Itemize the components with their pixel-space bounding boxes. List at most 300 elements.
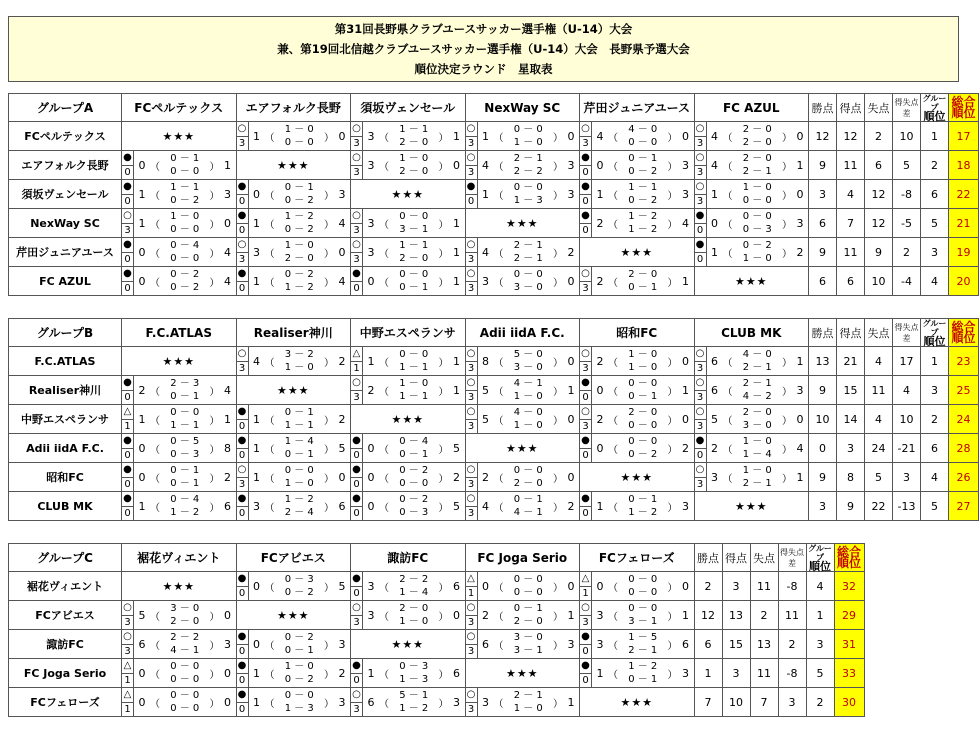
half-2-score: 0 － 2 <box>284 224 314 235</box>
score-against: 2 <box>682 441 689 455</box>
self-match: ★★★ <box>580 238 695 267</box>
paren-open: （ <box>608 219 618 231</box>
paren-close: ） <box>438 698 449 710</box>
match-result <box>580 347 695 376</box>
team-row <box>9 492 979 521</box>
half-1-score: 0 － 1 <box>513 603 543 614</box>
stat-gd: -5 <box>893 209 921 238</box>
stat-pts: 3 <box>809 492 837 521</box>
stat-pts: 10 <box>809 405 837 434</box>
paren-open: （ <box>264 502 275 514</box>
stat-gd: 5 <box>893 151 921 180</box>
score-for: 0 <box>138 470 146 484</box>
match-points: 0 <box>124 283 131 294</box>
half-1-score: 2 － 0 <box>628 269 658 280</box>
match-result <box>122 267 237 296</box>
half-2-score: 3 － 0 <box>742 420 772 431</box>
score-for: 1 <box>711 245 718 259</box>
rank-label-top: グループ <box>922 319 947 337</box>
match-result <box>694 405 809 434</box>
result-symbol: △ <box>122 405 133 420</box>
score-against: 4 <box>796 441 804 455</box>
result-symbol: ○ <box>695 151 706 166</box>
team-name: 裾花ヴィエント <box>9 572 122 601</box>
match-points: 0 <box>238 588 246 599</box>
paren-close: ） <box>667 132 678 144</box>
result-symbol: ○ <box>351 122 362 137</box>
match-result <box>580 659 695 688</box>
opponent-header: 芹田ジュニアユース <box>580 94 695 122</box>
score-for: 8 <box>482 354 489 368</box>
score-against: 0 <box>796 187 804 201</box>
rank-label-bottom: 順位 <box>809 560 831 573</box>
stat-header-ga: 失点 <box>865 94 893 122</box>
half-2-score: 1 － 4 <box>742 449 772 460</box>
match-points: 0 <box>353 283 360 294</box>
paren-open: （ <box>722 190 733 202</box>
match-points: 3 <box>696 167 704 178</box>
match-result <box>351 347 466 376</box>
half-1-score: 1 － 2 <box>628 211 658 222</box>
half-2-score: 4 － 2 <box>742 391 772 402</box>
half-1-score: 0 － 0 <box>513 124 543 135</box>
score-for: 2 <box>596 216 604 230</box>
score-for: 4 <box>253 354 260 368</box>
match-result <box>580 267 695 296</box>
result-symbol: ○ <box>351 601 362 616</box>
team-row <box>9 405 979 434</box>
paren-close: ） <box>667 386 678 398</box>
team-name: NexWay SC <box>9 209 122 238</box>
score-against: 2 <box>567 499 575 513</box>
result-symbol: ● <box>580 151 591 166</box>
overall-label-top: 総合 <box>951 94 976 109</box>
match-points: 3 <box>353 617 360 628</box>
match-points: 3 <box>696 479 704 490</box>
paren-close: ） <box>553 502 563 514</box>
paren-close: ） <box>209 248 220 260</box>
half-1-score: 1 － 2 <box>284 211 314 222</box>
half-2-score: 0 － 0 <box>628 420 658 431</box>
score-against: 3 <box>338 695 346 709</box>
paren-close: ） <box>438 386 449 398</box>
half-1-score: 0 － 0 <box>628 436 658 447</box>
result-symbol: △ <box>122 659 133 674</box>
score-for: 3 <box>367 245 375 259</box>
stat-pts: 13 <box>809 347 837 376</box>
stat-gd: 10 <box>893 122 921 151</box>
paren-open: （ <box>493 357 504 369</box>
match-result <box>465 267 580 296</box>
paren-open: （ <box>608 611 618 623</box>
result-symbol: ○ <box>237 463 248 478</box>
stat-header-overall <box>949 94 979 122</box>
result-symbol: ● <box>351 659 362 674</box>
result-symbol: ○ <box>466 122 477 137</box>
overall-rank: 28 <box>949 434 979 463</box>
paren-open: （ <box>608 582 618 594</box>
stat-gd: 3 <box>778 688 806 717</box>
match-result <box>465 180 580 209</box>
paren-close: ） <box>324 190 334 202</box>
stat-gd: 4 <box>893 376 921 405</box>
result-symbol: ○ <box>351 376 362 391</box>
match-result <box>236 572 351 601</box>
match-result <box>465 463 580 492</box>
stat-pts: 0 <box>809 434 837 463</box>
stat-gf: 15 <box>722 630 750 659</box>
match-result <box>694 347 809 376</box>
stat-gf: 13 <box>722 601 750 630</box>
score-for: 1 <box>253 216 260 230</box>
half-2-score: 2 － 0 <box>399 166 429 177</box>
match-result <box>351 122 466 151</box>
paren-close: ） <box>782 357 792 369</box>
score-against: 0 <box>567 412 575 426</box>
match-result <box>122 492 237 521</box>
paren-close: ） <box>209 190 220 202</box>
stat-header-overall <box>949 319 979 347</box>
team-name: F.C.ATLAS <box>9 347 122 376</box>
paren-close: ） <box>782 161 792 173</box>
half-1-score: 0 － 1 <box>628 153 658 164</box>
match-result <box>465 238 580 267</box>
half-1-score: 0 － 2 <box>284 632 314 643</box>
team-name: FCアビエス <box>9 601 122 630</box>
half-2-score: 1 － 2 <box>170 507 200 518</box>
paren-open: （ <box>493 698 504 710</box>
result-symbol: ● <box>122 434 133 449</box>
half-1-score: 2 － 1 <box>742 378 772 389</box>
half-1-score: 1 － 2 <box>284 494 314 505</box>
paren-close: ） <box>782 415 792 427</box>
stat-ga: 7 <box>750 688 778 717</box>
half-2-score: 0 － 2 <box>628 195 658 206</box>
paren-open: （ <box>608 161 618 173</box>
score-for: 0 <box>596 383 604 397</box>
title-line-2: 兼、第19回北信越クラブユースサッカー選手権（U-14）大会 長野県予選大会 <box>277 42 690 56</box>
half-2-score: 1 － 0 <box>742 253 772 264</box>
result-symbol: ● <box>122 180 133 195</box>
paren-open: （ <box>722 161 733 173</box>
overall-rank: 25 <box>949 376 979 405</box>
overall-rank: 21 <box>949 209 979 238</box>
stat-gf: 11 <box>837 151 865 180</box>
score-for: 3 <box>596 637 604 651</box>
match-points: 0 <box>124 392 131 403</box>
stat-gf: 11 <box>837 238 865 267</box>
stat-gd: -8 <box>778 659 806 688</box>
stat-gf: 4 <box>837 180 865 209</box>
stat-header-rank <box>921 94 949 122</box>
match-points: 3 <box>353 225 360 236</box>
score-for: 3 <box>367 579 375 593</box>
overall-rank: 33 <box>834 659 864 688</box>
paren-close: ） <box>782 473 792 485</box>
paren-open: （ <box>608 444 618 456</box>
score-for: 0 <box>138 695 146 709</box>
score-for: 1 <box>253 695 260 709</box>
paren-close: ） <box>438 582 449 594</box>
match-result <box>465 492 580 521</box>
half-2-score: 2 － 2 <box>513 166 543 177</box>
paren-close: ） <box>324 132 334 144</box>
paren-open: （ <box>608 669 618 681</box>
half-1-score: 2 － 1 <box>513 153 543 164</box>
match-points: 3 <box>353 704 360 715</box>
match-result <box>122 601 237 630</box>
paren-open: （ <box>150 415 160 427</box>
paren-open: （ <box>150 161 160 173</box>
match-points: 0 <box>353 588 360 599</box>
score-for: 2 <box>596 412 604 426</box>
match-points: 3 <box>124 646 131 657</box>
match-result <box>122 376 237 405</box>
paren-close: ） <box>438 611 449 623</box>
score-against: 4 <box>338 274 346 288</box>
score-for: 5 <box>711 412 718 426</box>
score-for: 1 <box>596 499 604 513</box>
result-symbol: ○ <box>580 405 591 420</box>
half-2-score: 1 － 0 <box>284 478 314 489</box>
score-against: 0 <box>682 129 689 143</box>
stat-gd: 2 <box>893 238 921 267</box>
score-against: 3 <box>338 637 346 651</box>
result-symbol: ● <box>122 238 133 253</box>
match-points: 3 <box>467 254 475 265</box>
score-against: 8 <box>224 441 231 455</box>
half-2-score: 0 － 2 <box>628 449 658 460</box>
result-symbol: ● <box>580 492 591 507</box>
group-label: グループB <box>9 319 122 347</box>
match-result <box>351 267 466 296</box>
half-2-score: 4 － 1 <box>513 507 543 518</box>
match-points: 1 <box>467 588 475 599</box>
title-line-1: 第31回長野県クラブユースサッカー選手権（U-14）大会 <box>334 22 633 36</box>
match-points: 3 <box>467 421 475 432</box>
score-against: 5 <box>338 441 346 455</box>
result-symbol: △ <box>580 572 591 587</box>
paren-close: ） <box>667 502 678 514</box>
half-2-score: 2 － 0 <box>170 616 200 627</box>
team-row <box>9 630 865 659</box>
rank-label-top: グループ <box>808 544 832 562</box>
score-for: 2 <box>711 441 718 455</box>
match-points: 1 <box>353 363 360 374</box>
match-points: 3 <box>696 363 704 374</box>
score-for: 3 <box>367 608 375 622</box>
paren-close: ） <box>324 582 334 594</box>
match-points: 3 <box>124 617 131 628</box>
paren-close: ） <box>553 357 563 369</box>
half-1-score: 0 － 3 <box>399 661 429 672</box>
match-points: 0 <box>124 479 131 490</box>
result-symbol: ○ <box>466 405 477 420</box>
match-points: 0 <box>467 196 475 207</box>
match-points: 3 <box>467 392 475 403</box>
paren-close: ） <box>209 669 220 681</box>
opponent-header: FC Joga Serio <box>465 544 580 572</box>
match-points: 3 <box>238 363 246 374</box>
result-symbol: ● <box>580 376 591 391</box>
stat-ga: 12 <box>865 180 893 209</box>
score-against: 3 <box>682 666 689 680</box>
overall-label-top: 総合 <box>951 319 976 334</box>
stat-ga: 11 <box>750 659 778 688</box>
result-symbol: ● <box>351 463 362 478</box>
match-result <box>694 209 809 238</box>
score-for: 4 <box>482 245 489 259</box>
half-2-score: 1 － 4 <box>399 587 429 598</box>
paren-close: ） <box>209 415 220 427</box>
half-2-score: 0 － 0 <box>170 253 200 264</box>
result-symbol: ○ <box>237 347 248 362</box>
half-1-score: 4 － 0 <box>742 349 772 360</box>
stat-header-rank <box>806 544 834 572</box>
score-against: 2 <box>453 470 460 484</box>
opponent-header: 中野エスペランサ <box>351 319 466 347</box>
match-result <box>465 376 580 405</box>
paren-open: （ <box>493 161 504 173</box>
half-2-score: 0 － 1 <box>628 282 658 293</box>
score-against: 1 <box>682 608 689 622</box>
team-name: エアフォルク長野 <box>9 151 122 180</box>
half-1-score: 0 － 1 <box>284 182 314 193</box>
match-result <box>465 601 580 630</box>
score-for: 0 <box>596 441 604 455</box>
overall-rank: 22 <box>949 180 979 209</box>
team-name: FC AZUL <box>9 267 122 296</box>
match-points: 0 <box>124 254 131 265</box>
paren-open: （ <box>264 357 275 369</box>
score-for: 3 <box>367 158 375 172</box>
group-label: グループC <box>9 544 122 572</box>
match-points: 3 <box>582 617 589 628</box>
stat-gd: 3 <box>893 463 921 492</box>
match-points: 0 <box>353 508 360 519</box>
stat-pts: 3 <box>809 180 837 209</box>
result-symbol: ● <box>122 267 133 282</box>
team-name: 中野エスペランサ <box>9 405 122 434</box>
match-result <box>236 209 351 238</box>
paren-open: （ <box>379 386 389 398</box>
half-1-score: 0 － 0 <box>628 378 658 389</box>
half-1-score: 0 － 2 <box>742 240 772 251</box>
paren-close: ） <box>324 219 334 231</box>
result-symbol: ● <box>580 434 591 449</box>
paren-open: （ <box>150 473 160 485</box>
score-for: 5 <box>482 383 489 397</box>
paren-close: ） <box>324 640 334 652</box>
paren-open: （ <box>150 611 160 623</box>
half-2-score: 2 － 0 <box>742 137 772 148</box>
match-points: 0 <box>696 450 704 461</box>
paren-close: ） <box>209 502 220 514</box>
paren-open: （ <box>493 582 504 594</box>
half-2-score: 3 － 0 <box>513 282 543 293</box>
paren-close: ） <box>209 386 220 398</box>
stat-gd: -4 <box>893 267 921 296</box>
score-against: 0 <box>567 129 575 143</box>
score-for: 6 <box>367 695 375 709</box>
score-for: 1 <box>482 129 489 143</box>
paren-close: ） <box>324 357 334 369</box>
score-against: 1 <box>453 274 460 288</box>
result-symbol: ○ <box>580 122 591 137</box>
score-against: 0 <box>453 158 460 172</box>
stat-header-pts: 勝点 <box>809 94 837 122</box>
opponent-header: CLUB MK <box>694 319 809 347</box>
half-2-score: 2 － 1 <box>742 362 772 373</box>
paren-open: （ <box>264 473 275 485</box>
paren-open: （ <box>379 473 389 485</box>
paren-close: ） <box>667 611 678 623</box>
paren-close: ） <box>667 444 678 456</box>
half-1-score: 0 － 4 <box>170 494 200 505</box>
paren-close: ） <box>438 357 449 369</box>
score-for: 4 <box>596 129 604 143</box>
stat-header-ga: 失点 <box>750 544 778 572</box>
group-table <box>8 93 979 296</box>
score-against: 5 <box>338 579 346 593</box>
score-against: 3 <box>224 637 231 651</box>
match-result <box>580 151 695 180</box>
score-against: 0 <box>338 245 346 259</box>
self-match: ★★★ <box>351 180 466 209</box>
match-result <box>694 122 809 151</box>
paren-close: ） <box>553 415 563 427</box>
result-symbol: ● <box>351 267 362 282</box>
half-2-score: 0 － 0 <box>170 674 200 685</box>
match-points: 3 <box>696 138 704 149</box>
score-for: 0 <box>253 579 260 593</box>
match-result <box>236 688 351 717</box>
score-against: 1 <box>453 216 460 230</box>
match-points: 0 <box>696 254 704 265</box>
result-symbol: ● <box>351 434 362 449</box>
score-against: 0 <box>453 608 460 622</box>
half-2-score: 1 － 1 <box>399 362 429 373</box>
score-against: 4 <box>338 216 346 230</box>
half-1-score: 0 － 4 <box>399 436 429 447</box>
score-for: 0 <box>596 158 604 172</box>
match-result <box>351 688 466 717</box>
match-result <box>236 434 351 463</box>
stat-header-overall <box>834 544 864 572</box>
result-symbol: ● <box>351 572 362 587</box>
paren-open: （ <box>608 190 618 202</box>
score-for: 0 <box>482 579 489 593</box>
half-1-score: 2 － 0 <box>628 407 658 418</box>
half-1-score: 0 － 2 <box>284 269 314 280</box>
result-symbol: ● <box>237 434 248 449</box>
score-for: 2 <box>482 608 489 622</box>
stat-ga: 2 <box>865 122 893 151</box>
score-for: 0 <box>367 470 375 484</box>
score-for: 1 <box>253 666 260 680</box>
half-1-score: 0 － 0 <box>628 603 658 614</box>
paren-close: ） <box>667 415 678 427</box>
score-for: 1 <box>596 187 604 201</box>
match-result <box>694 151 809 180</box>
team-row <box>9 238 979 267</box>
match-result <box>236 492 351 521</box>
opponent-header: FCペルテックス <box>122 94 237 122</box>
paren-close: ） <box>324 669 334 681</box>
team-row <box>9 463 979 492</box>
half-1-score: 0 － 0 <box>170 690 200 701</box>
score-against: 1 <box>453 383 460 397</box>
